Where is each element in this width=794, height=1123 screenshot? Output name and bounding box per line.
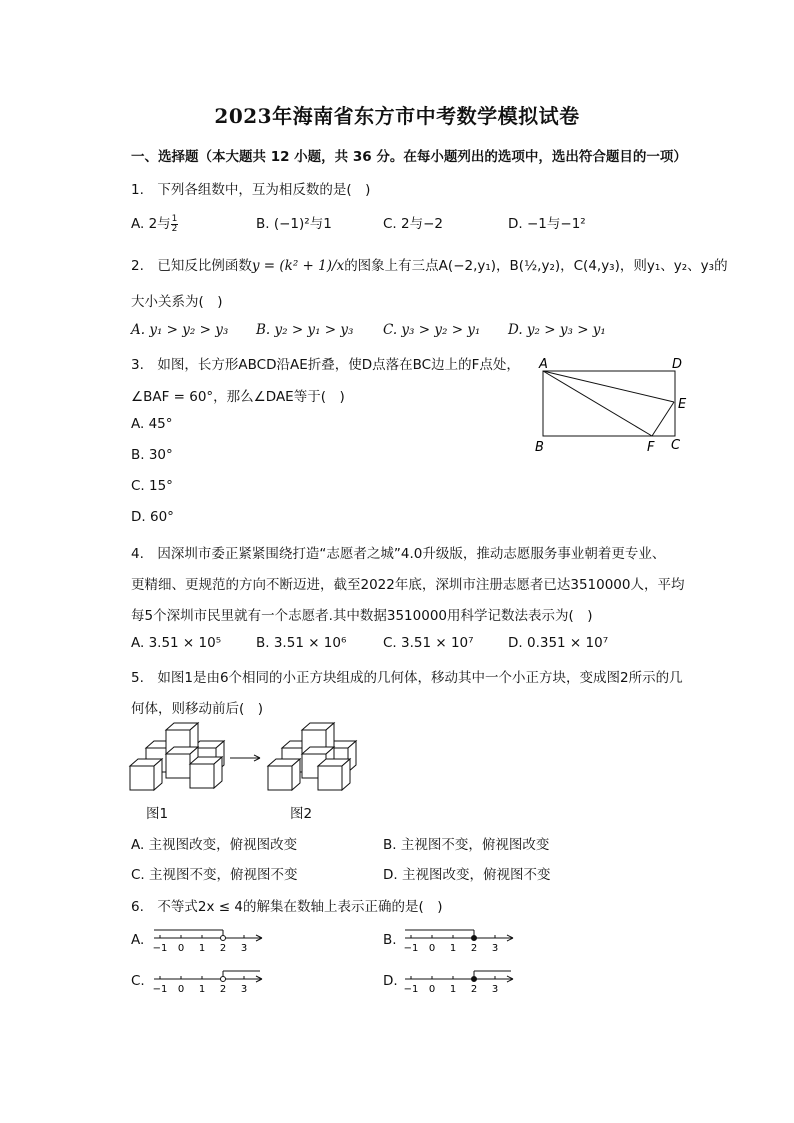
label-e: E: [678, 397, 687, 412]
figure-1-caption: 图1: [146, 806, 169, 822]
q3-option-b[interactable]: B. 30°: [131, 447, 173, 463]
q1-option-d[interactable]: D. −1与−1²: [508, 216, 586, 232]
tick-label: 0: [177, 984, 185, 995]
q2-option-c[interactable]: C. y₃ > y₂ > y₁: [383, 322, 481, 338]
tick-label: 0: [428, 984, 436, 995]
tick-label: 1: [198, 943, 206, 954]
q6-option-a-label[interactable]: A.: [131, 932, 145, 948]
tick-label: 1: [449, 943, 457, 954]
q2-stem-line2: 大小关系为( ): [131, 294, 223, 310]
tick-label: 3: [240, 943, 248, 954]
q6-stem: 6. 不等式2x ≤ 4的解集在数轴上表示正确的是( ): [131, 899, 443, 915]
fraction: $\frac{1}{2}$: [171, 213, 178, 234]
tick-label: 2: [470, 943, 478, 954]
q1-option-b[interactable]: B. (−1)²与1: [256, 216, 332, 232]
q2-stem-line1: 2. 已知反比例函数y = (k² + 1)/x的图象上有三点A(−2,y₁)，B(½,y₂)，C(4,y₃)，则y₁、y₂、y₃的: [131, 258, 728, 274]
q1-option-a[interactable]: [131, 212, 178, 234]
q6-option-c-label[interactable]: C.: [131, 973, 145, 989]
label-c: C: [671, 438, 681, 453]
q5-option-a[interactable]: A. 主视图改变，俯视图改变: [131, 837, 298, 853]
label-d: D: [672, 357, 683, 372]
page-title: 2023年海南省东方市中考数学模拟试卷: [214, 104, 580, 128]
closed-point: [472, 936, 477, 941]
label-b: B: [535, 440, 544, 455]
q3-option-c[interactable]: C. 15°: [131, 478, 173, 494]
tick-label: −1: [152, 984, 168, 995]
q4-stem-line3: 每5个深圳市民里就有一个志愿者.其中数据3510000用科学记数法表示为( ): [131, 608, 593, 624]
tick-label: 3: [491, 943, 499, 954]
q5-cubes-figure: [128, 720, 360, 798]
figure-1-cubes: [130, 723, 224, 790]
q3-stem-line2: ∠BAF = 60°，那么∠DAE等于( ): [131, 389, 345, 405]
q6-option-a-numberline[interactable]: [150, 922, 270, 956]
closed-point: [472, 977, 477, 982]
segment-ae: [543, 371, 674, 402]
tick-label: −1: [403, 943, 419, 954]
q6-option-d-label[interactable]: D.: [383, 973, 398, 989]
tick-label: 0: [177, 943, 185, 954]
q4-option-c[interactable]: C. 3.51 × 10⁷: [383, 635, 474, 651]
section-header: 一、选择题（本大题共 12 小题，共 36 分。在每小题列出的选项中，选出符合题目的一项）: [131, 149, 687, 165]
q3-option-d[interactable]: D. 60°: [131, 509, 174, 525]
tick-label: −1: [403, 984, 419, 995]
q6-option-b-label[interactable]: B.: [383, 932, 397, 948]
q2-function: y = (k² + 1)/x: [251, 258, 345, 274]
q6-option-d-numberline[interactable]: [401, 963, 521, 997]
q2-option-a[interactable]: A. y₁ > y₂ > y₃: [131, 322, 229, 338]
open-point: [221, 977, 226, 982]
q3-option-a[interactable]: A. 45°: [131, 416, 173, 432]
q5-option-d[interactable]: D. 主视图改变，俯视图不变: [383, 867, 551, 883]
q6-option-b-numberline[interactable]: [401, 922, 521, 956]
tick-label: 2: [219, 943, 227, 954]
tick-label: 1: [449, 984, 457, 995]
q2-option-d[interactable]: D. y₂ > y₃ > y₁: [508, 322, 606, 338]
q2-option-b[interactable]: B. y₂ > y₁ > y₃: [256, 322, 354, 338]
q4-option-a[interactable]: A. 3.51 × 10⁵: [131, 635, 222, 651]
tick-label: 2: [470, 984, 478, 995]
q4-stem-line2: 更精细、更规范的方向不断迈进，截至2022年底，深圳市注册志愿者已达3510000人，平均: [131, 577, 685, 593]
segment-af: [543, 371, 652, 436]
tick-label: 1: [198, 984, 206, 995]
q5-stem-line2: 何体，则移动前后( ): [131, 701, 264, 717]
q5-option-c[interactable]: C. 主视图不变，俯视图不变: [131, 867, 298, 883]
segment-fe: [652, 402, 674, 436]
q3-stem-line1: 3. 如图，长方形ABCD沿AE折叠，使D点落在BC边上的F点处，: [131, 357, 520, 373]
label-f: F: [647, 440, 655, 455]
figure-2-caption: 图2: [290, 806, 313, 822]
q1-option-c[interactable]: C. 2与−2: [383, 216, 443, 232]
tick-label: −1: [152, 943, 168, 954]
q6-option-c-numberline[interactable]: [150, 963, 270, 997]
q5-option-b[interactable]: B. 主视图不变，俯视图改变: [383, 837, 550, 853]
q5-stem-line1: 5. 如图1是由6个相同的小正方块组成的几何体，移动其中一个小正方块，变成图2所示的几: [131, 670, 683, 686]
tick-label: 0: [428, 943, 436, 954]
q1-stem: 1. 下列各组数中，互为相反数的是( ): [131, 182, 371, 198]
q1-option-a-label: A. 2与: [131, 216, 171, 232]
q3-rectangle-figure: [528, 352, 688, 456]
tick-label: 2: [219, 984, 227, 995]
label-a: A: [539, 357, 548, 372]
open-point: [221, 936, 226, 941]
tick-label: 3: [491, 984, 499, 995]
tick-label: 3: [240, 984, 248, 995]
q4-option-b[interactable]: B. 3.51 × 10⁶: [256, 635, 347, 651]
figure-2-cubes: [268, 723, 356, 790]
q4-option-d[interactable]: D. 0.351 × 10⁷: [508, 635, 609, 651]
q4-stem-line1: 4. 因深圳市委正紧紧围绕打造“志愿者之城”4.0升级版，推动志愿服务事业朝着更专业、: [131, 546, 666, 562]
rectangle-abcd: [543, 371, 675, 436]
